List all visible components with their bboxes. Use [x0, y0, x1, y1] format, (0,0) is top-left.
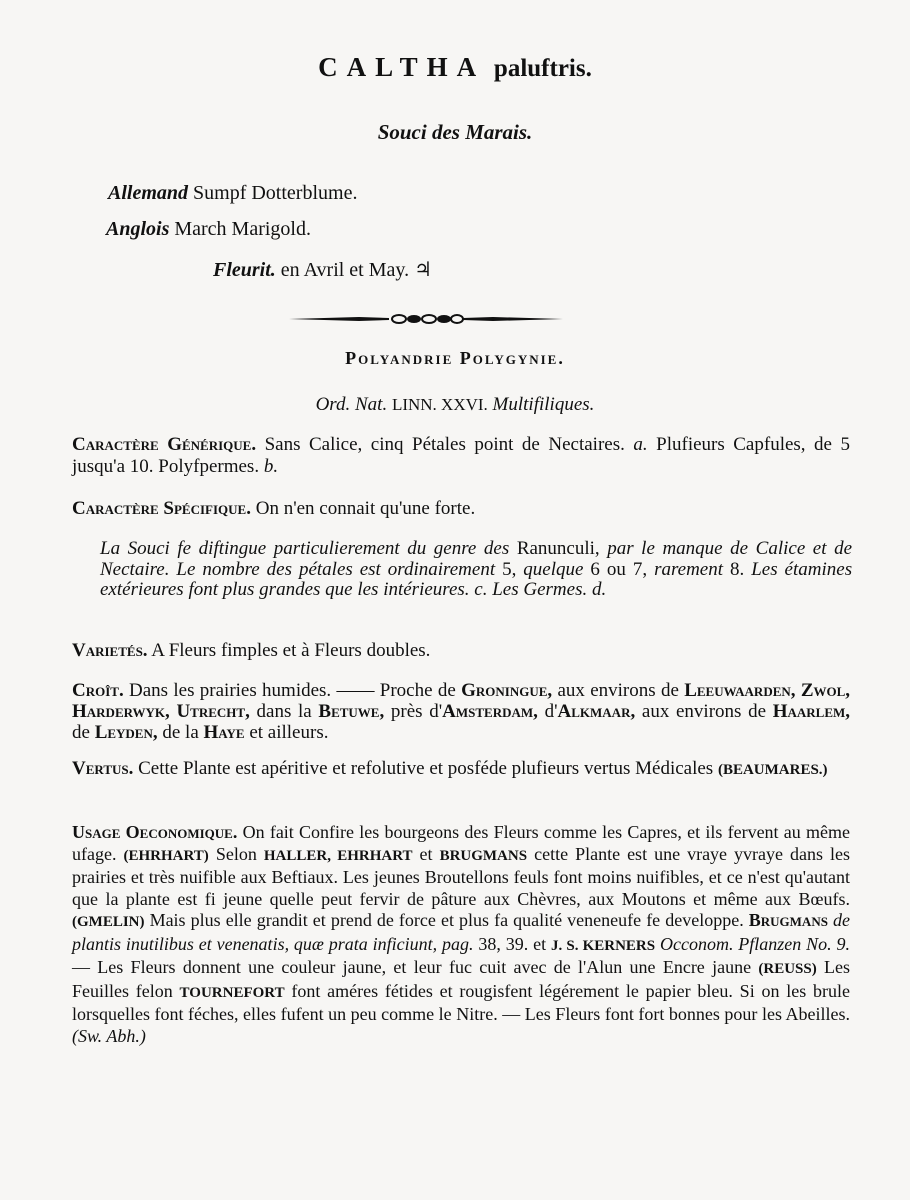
flowering-text: en Avril et May.: [280, 259, 410, 281]
usage-text: cette Plante est une vraye yvraye dans les prairies et très nuifible aux Beftiaux. Les jeunes Broutellons feuls font moins nuifibles, et ce n'est qu'autant que la plante est fi jeune quelle peut fervir de pâture aux Chèvres, aux Moutons et même aux Bœufs.: [72, 843, 851, 909]
classification-heading: Polyandrie Polygynie.: [345, 348, 565, 368]
specific-text: On n'en connait qu'une forte.: [255, 498, 476, 519]
usage-text: Selon: [215, 843, 257, 864]
usage-text: Les Feuilles felon: [72, 957, 851, 1001]
common-name: March Marigold.: [174, 218, 311, 240]
usage-text: — Les Fleurs donnent une couleur jaune, et leur fuc cuit avec de l'Alun une Encre jaune: [72, 957, 752, 977]
figure-ref-b: b.: [263, 456, 279, 477]
place-name: Alkmaar,: [557, 701, 636, 722]
habitat-text: de: [72, 722, 90, 743]
description-text: La Souci fe diftingue particulierement du genre des: [100, 538, 510, 559]
german-name-line: [108, 182, 357, 205]
description-text: par le manque de Calice et de Nectaire. Le nombre des pétales est ordinairement: [100, 538, 853, 580]
author-reference: (EHRHART): [123, 847, 209, 864]
varieties-label: Varietés.: [72, 640, 148, 661]
author-reference: HALLER, EHRHART: [263, 847, 413, 864]
flowering-line: [213, 257, 432, 282]
usage-label: Usage Oeconomique.: [72, 822, 238, 842]
habitat-text: Dans les prairies humides. —— Proche de: [129, 680, 456, 701]
author-reference: (REUSS): [758, 961, 817, 977]
varieties-text: A Fleurs fimples et à Fleurs doubles.: [151, 640, 431, 661]
natural-order-line: [0, 394, 910, 416]
english-name-line: [106, 218, 311, 241]
french-common-name: Souci des Marais.: [377, 120, 533, 144]
place-name: Betuwe,: [318, 701, 385, 722]
author-reference: TOURNEFORT: [179, 984, 285, 1001]
author-reference: Brugmans: [748, 910, 828, 930]
perennial-symbol: ♃: [414, 259, 433, 281]
habitat-text: aux environs de: [641, 701, 767, 722]
usage-text: 38, 39. et: [478, 933, 547, 954]
place-name: Groningue,: [461, 680, 553, 701]
number: 8.: [729, 558, 745, 580]
generic-text-2: Plufieurs Capfules, de 5 jusqu'a 10. Polyfpermes.: [72, 434, 851, 477]
number: 5,: [502, 558, 517, 580]
place-name: Amsterdam,: [442, 701, 538, 722]
ornament-divider-icon: [289, 309, 563, 329]
work-title: de plantis inutilibus et venenatis, quæ prata inficiunt, pag.: [72, 910, 850, 954]
generic-label: Caractère Générique.: [72, 434, 257, 455]
description-text: quelque: [523, 558, 584, 580]
place-name: Leeuwaarden, Zwol, Harderwyk, Utrecht,: [72, 680, 851, 722]
author-reference: J. S. KERNERS: [551, 937, 656, 954]
description-text: Les étamines extérieures font plus grandes que les intérieures. c. Les Germes. d.: [100, 558, 853, 600]
order-name: Multifiliques.: [492, 394, 595, 415]
habitat-text: et ailleurs.: [249, 722, 329, 743]
language-label: Allemand: [108, 182, 189, 204]
work-title: Occonom. Pflanzen No. 9.: [659, 933, 851, 954]
genus-name: CALTHA: [318, 52, 486, 82]
usage-text: et: [419, 843, 433, 864]
generic-text: Sans Calice, cinq Pétales point de Nectaires.: [264, 434, 625, 455]
author-reference: BRUGMANS: [439, 847, 528, 864]
flowering-label: Fleurit.: [213, 259, 276, 281]
habitat-label: Croît.: [72, 680, 124, 701]
order-linn: LINN. XXVI.: [391, 395, 488, 414]
place-name: Haarlem,: [772, 701, 851, 722]
language-label: Anglois: [106, 218, 170, 240]
place-name: Haye: [203, 722, 245, 743]
varieties-paragraph: [72, 640, 850, 662]
species-name: paluftris.: [493, 55, 592, 82]
habitat-text: de la: [162, 722, 199, 743]
virtues-text: Cette Plante est apéritive et refolutive et posféde plufieurs vertus Médicales: [138, 758, 714, 779]
common-name: Sumpf Dotterblume.: [193, 182, 358, 204]
habitat-text: d': [544, 701, 558, 722]
genus-reference: Ranunculi,: [516, 538, 600, 559]
economic-usage-paragraph: [72, 822, 850, 1047]
page-title: [0, 52, 910, 83]
work-title: (Sw. Abh.): [72, 1025, 146, 1046]
description-paragraph: [100, 539, 852, 601]
usage-text: Mais plus elle grandit et prend de force et plus fa qualité veneneufe fe developpe.: [149, 910, 744, 930]
figure-ref-a: a.: [633, 434, 648, 455]
author-reference: (BEAUMARES.): [717, 762, 828, 778]
habitat-text: près d': [390, 701, 443, 722]
habitat-text: dans la: [256, 701, 312, 722]
usage-text: font améres fétides et rougisfent légérement le papier bleu. Si on les brule lorsquelles font féches, elles fufent un peu comme le Nitre. — Les Fleurs font fort bonnes pour les Abeilles.: [72, 980, 851, 1024]
usage-text: On fait Confire les bourgeons des Fleurs comme les Capres, et ils fervent au même ufage.: [72, 822, 851, 864]
specific-character-paragraph: [72, 498, 850, 520]
habitat-text: aux environs de: [557, 680, 679, 701]
specific-label: Caractère Spécifique.: [72, 498, 251, 519]
generic-character-paragraph: [72, 434, 850, 478]
author-reference: (GMELIN): [72, 914, 145, 930]
habitat-paragraph: [72, 680, 850, 743]
number: 6 ou 7,: [590, 558, 648, 580]
order-prefix: Ord. Nat.: [315, 394, 388, 415]
virtues-paragraph: [72, 758, 850, 781]
virtues-label: Vertus.: [72, 758, 134, 779]
description-text: rarement: [654, 558, 724, 580]
place-name: Leyden,: [94, 722, 158, 743]
